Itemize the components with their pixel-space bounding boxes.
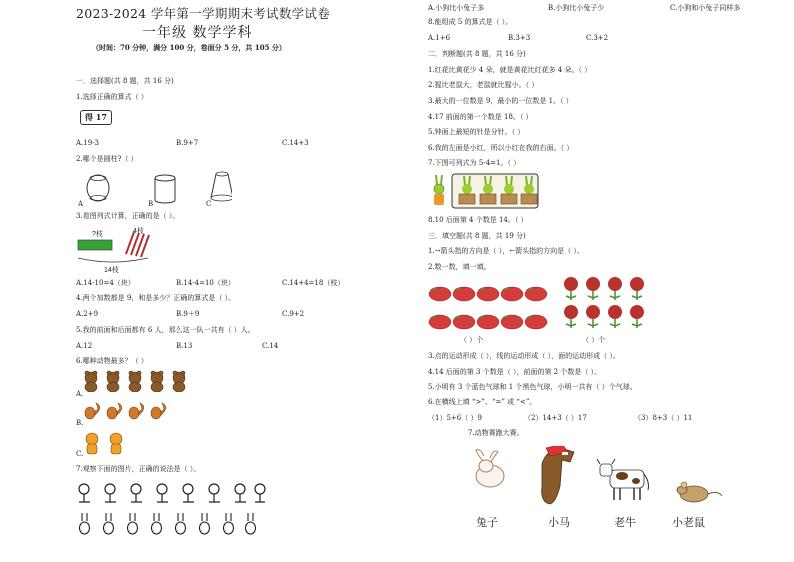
fill-6-part-3: （3）8+3（ ）11 <box>634 414 693 422</box>
q3-label-four: 4枝 <box>133 228 144 235</box>
section-1-heading: 一．选择题(共 8 题，共 16 分) <box>76 77 174 85</box>
judge-2: 2.猩比老鼠大，老鼠就比猩小。（ ） <box>428 81 539 89</box>
q1-box-label: 得 17 <box>85 112 107 122</box>
dog-icon <box>183 484 194 502</box>
strawberry-icon <box>477 287 499 301</box>
rabbit-icon <box>80 513 90 534</box>
q6-option-b: B. <box>76 419 84 427</box>
bear-icon <box>151 371 163 392</box>
dog-icon <box>235 484 246 502</box>
tiger-icon <box>110 433 122 454</box>
section-2-heading: 二．判断题(共 8 题，共 16 分) <box>428 50 526 58</box>
dog-icon <box>255 484 265 502</box>
q1-score-box <box>80 110 112 125</box>
q5-option-a: A.12 <box>76 342 93 350</box>
q1-option-a: A.19-3 <box>76 139 100 147</box>
judge-8: 8.10 后面第 4 个数是 14。（ ） <box>428 216 528 224</box>
exam-title: 2023-2024 学年第一学期期末考试数学试卷 <box>76 6 331 21</box>
rabbit-pictures <box>428 173 540 209</box>
flowers-group <box>562 276 646 332</box>
fill-6-part-2: （2）14+3（ ）17 <box>524 414 587 422</box>
q2-label-b: B <box>148 200 154 208</box>
race-animals <box>470 446 724 508</box>
rabbits-row <box>76 511 256 537</box>
q5-option-c: C.14 <box>262 342 279 350</box>
judge-4: 4.17 前面的第一个数是 18。（ ） <box>428 113 533 121</box>
flower-icon <box>564 277 578 300</box>
q8-option-a: A.1+6 <box>428 34 451 42</box>
q4-option-b: B.9＋9 <box>176 310 200 318</box>
strawberry-icon <box>501 315 523 329</box>
q3-option-a: A.14-10=4（块） <box>76 279 135 287</box>
judge-7: 7.下图可列式为 5-4=1。（ ） <box>428 159 521 167</box>
q1-option-c: C.14+3 <box>282 139 309 147</box>
strawberry-icon <box>453 287 475 301</box>
q4-option-c: C.9+2 <box>282 310 305 318</box>
q8-option-b: B.3+3 <box>508 34 531 42</box>
horse-icon <box>542 446 574 504</box>
judge-1: 1.红花比黄花少 4 朵，就是黄花比红花多 4 朵。（ ） <box>428 66 592 74</box>
mouse-icon <box>677 482 722 502</box>
brace-icon <box>78 258 148 262</box>
flower-icon <box>630 277 644 300</box>
rabbit-icon <box>128 513 138 534</box>
tiger-icon <box>86 433 98 454</box>
rabbit-icon <box>104 513 114 534</box>
frustum-icon <box>211 172 232 201</box>
q6-stem: 6.哪种动物最多？（ ） <box>76 357 148 365</box>
section-3-heading: 三．填空题(共 8 题，共 19 分) <box>428 232 526 240</box>
q3-option-c: C.14+4=18（枝） <box>282 279 345 287</box>
flower-icon <box>586 305 600 328</box>
rabbit-icon <box>224 513 234 534</box>
strawberry-icon <box>429 315 451 329</box>
q6-option-c: C. <box>76 450 84 458</box>
dog-icon <box>105 484 116 502</box>
bear-icon <box>107 371 119 392</box>
bear-icon <box>173 371 185 392</box>
dog-icon <box>209 484 220 502</box>
q5-option-b: B.13 <box>176 342 193 350</box>
fill-2: 2.数一数，填一填。 <box>428 263 491 271</box>
bear-icon <box>129 371 141 392</box>
judge-3: 3.最大的一位数是 9，最小的一位数是 1。（ ） <box>428 97 573 105</box>
left-column <box>0 0 380 562</box>
flower-icon <box>586 277 600 300</box>
fill-6-part-1: （1）5+6（ ）9 <box>428 414 482 422</box>
animal-label-horse: 小马 <box>548 517 570 529</box>
rabbit-icon <box>476 450 504 487</box>
cylinder-icon <box>155 175 175 203</box>
dog-icon <box>131 484 142 502</box>
q2-label-a: A <box>78 200 84 208</box>
q6-option-a: A. <box>76 390 84 398</box>
q2-label-c: C <box>206 200 212 208</box>
q2-stem: 2.哪个是圆柱?（ ） <box>76 155 138 163</box>
dog-icon <box>157 484 168 502</box>
strawberry-icon <box>429 287 451 301</box>
q8-stem: 8.能组成 5 的算式是（ ）。 <box>428 18 513 26</box>
fill-3: 3.点的运动形成（ ），线的运动形成（ ），面的运动形成（ ）。 <box>428 352 620 360</box>
q1-option-b: B.9+7 <box>176 139 199 147</box>
right-column <box>420 0 794 562</box>
q7-option-b: B.小狗比小兔子少 <box>548 4 605 12</box>
q4-stem: 4.两个加数都是 9，和是多少？正确的算式是（ ）。 <box>76 294 236 302</box>
strawberry-icon <box>477 315 499 329</box>
rabbit-icon <box>176 513 186 534</box>
fill-2-blank-flower: （ ）个 <box>582 336 606 344</box>
q3-label-total: 14枝 <box>104 267 119 274</box>
q4-option-a: A.2+9 <box>76 310 99 318</box>
flower-icon <box>608 305 622 328</box>
q8-option-c: C.3+2 <box>586 34 609 42</box>
q3-label-unknown: ?枝 <box>92 231 103 238</box>
fill-1: 1.→箭头指的方向是（ ），←箭头指的方向是（ ）。 <box>428 247 584 255</box>
animal-label-ox: 老牛 <box>614 517 636 529</box>
bears-group <box>82 370 192 392</box>
rabbit-icon <box>246 513 256 534</box>
strawberries-group <box>428 282 558 334</box>
animal-label-rabbit: 兔子 <box>476 517 498 529</box>
fill-6: 6.在横线上填 “>”、“=” 或 “<”。 <box>428 398 537 406</box>
fill-2-blank-strawberry: （ ）个 <box>460 336 484 344</box>
plain-rabbit-icon <box>434 175 444 205</box>
rabbit-icon <box>200 513 210 534</box>
pencil-box-icon <box>78 240 112 250</box>
dog-icon <box>79 484 90 502</box>
q3-stem: 3.看图列式计算，正确的是（ ）。 <box>76 212 180 220</box>
squirrel-icon <box>151 403 166 419</box>
squirrel-icon <box>85 403 100 419</box>
q3-option-b: B.14-4=10（块） <box>176 279 235 287</box>
flower-icon <box>564 305 578 328</box>
tigers-group <box>82 432 132 456</box>
judge-5: 5.钟面上最短的针是分针。（ ） <box>428 128 525 136</box>
judge-6: 6.我的左面是小红，所以小红在我的右面。（ ） <box>428 144 574 152</box>
fill-4: 4.14 后面的第 3 个数是（ ），前面的第 2 个数是（ ）。 <box>428 368 602 376</box>
fill-7: 7.动物赛跑大赛。 <box>468 429 524 437</box>
q5-stem: 5.我的前面和后面都有 6 人，那么这一队一共有（ ）人。 <box>76 326 255 334</box>
animal-label-mouse: 小老鼠 <box>672 517 705 529</box>
rabbit-icon <box>152 513 162 534</box>
strawberry-icon <box>501 287 523 301</box>
q7-option-a: A.小狗比小兔子多 <box>428 4 485 12</box>
squirrel-icon <box>129 403 144 419</box>
q3-pencil-picture <box>76 226 156 266</box>
squirrel-icon <box>107 403 122 419</box>
exam-info: （时间：70 分钟，满分 100 分，卷面分 5 分，共 105 分） <box>92 43 286 52</box>
strawberry-icon <box>525 287 547 301</box>
q7-option-c: C.小狗和小兔子同样多 <box>670 4 741 12</box>
squirrels-group <box>82 401 172 421</box>
cow-icon <box>597 459 649 500</box>
dogs-row <box>76 482 266 506</box>
q7-stem: 7.观察下面的图片，正确的说法是（ ）。 <box>76 465 201 473</box>
bear-icon <box>85 371 97 392</box>
fill-5: 5.小明有 3 个蓝色气球和 1 个黑色气球，小明一共有（ ）个气球。 <box>428 383 637 391</box>
strawberry-icon <box>453 315 475 329</box>
flower-icon <box>630 305 644 328</box>
barrel-icon <box>87 175 109 201</box>
strawberry-icon <box>525 315 547 329</box>
q1-stem: 1.选择正确的算式（ ） <box>76 93 148 101</box>
grade-subject: 一年级 数学学科 <box>142 25 253 41</box>
flower-icon <box>608 277 622 300</box>
